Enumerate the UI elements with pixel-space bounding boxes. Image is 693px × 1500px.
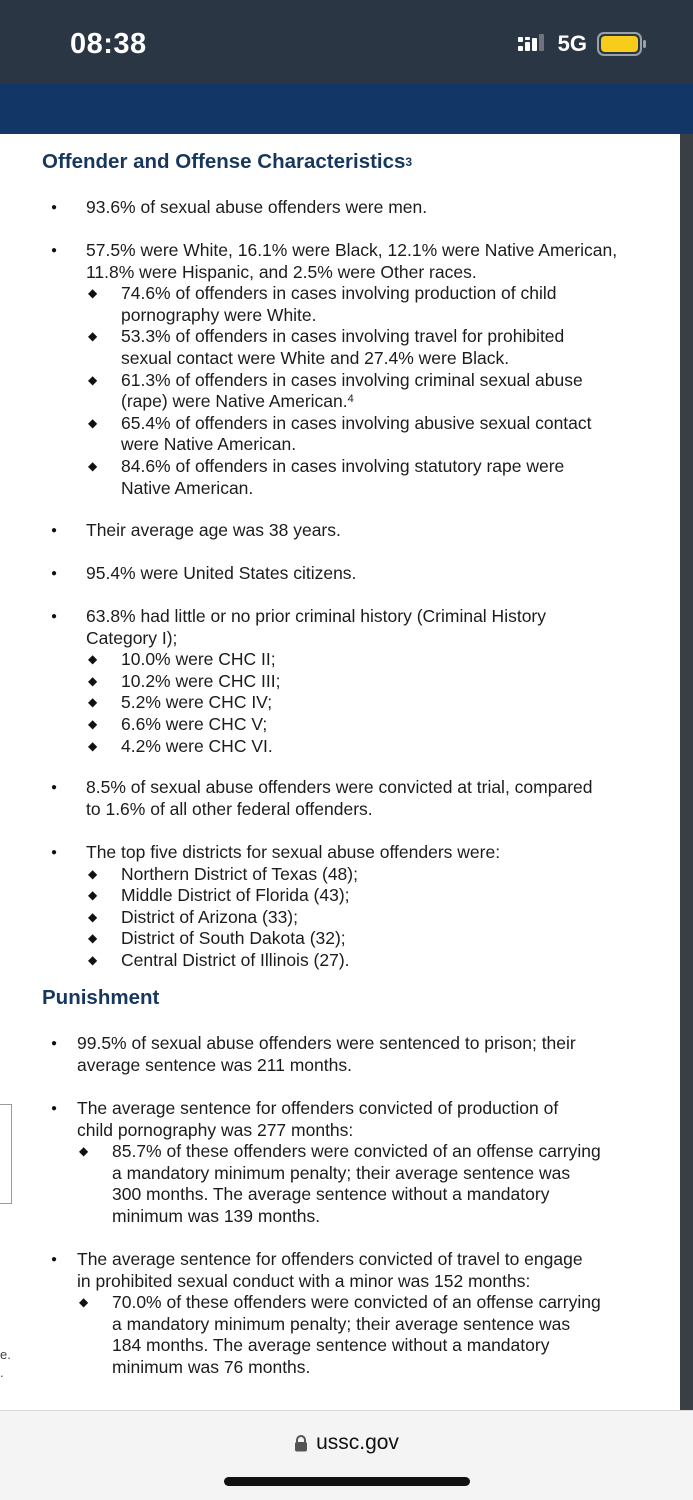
- sub-list-item: ◆ 65.4% of offenders in cases involving abusive sexual contact were Native American.: [86, 413, 666, 456]
- sub-list-item: ◆ 61.3% of offenders in cases involving criminal sexual abuse (rape) were Native American.$^4$: [86, 370, 666, 413]
- sub-list: [77, 1141, 662, 1227]
- list-item: ● 95.4% were United States citizens.: [86, 563, 666, 585]
- browser-bottom-bar: [0, 1410, 693, 1500]
- list-item: ● The average sentence for offenders convicted of production of child pornography was 277 months: ◆ 85.7% of these offenders were convicted of an offense carrying a mandatory minimum penalty; their average sentence was 300 months. The average sentence without a mandatory minimum was 139 months.: [77, 1098, 662, 1228]
- list-item: ● 8.5% of sexual abuse offenders were convicted at trial, compared to 1.6% of all other federal offenders.: [86, 777, 666, 820]
- list-item: ● The top five districts for sexual abuse offenders were: ◆ Northern District of Texas (48); ◆ Middle District of Florida (43); ◆ District of Arizona (33); ◆ District of South Dakota (32); ◆ Central District of Illinois (27).: [86, 842, 666, 972]
- status-bar: [0, 0, 693, 84]
- battery-icon: [597, 32, 647, 56]
- sub-list-item: ◆ 70.0% of these offenders were convicted of an offense carrying a mandatory minimum penalty; their average sentence was 184 months. The average sentence without a mandatory minimum was 76 months.: [77, 1292, 662, 1378]
- lock-icon: [294, 1435, 308, 1452]
- document-header-banner: [0, 84, 693, 134]
- browser-page-viewport[interactable]: [0, 84, 693, 1410]
- sub-list-item: ◆ 53.3% of offenders in cases involving travel for prohibited sexual contact were White and 27.4% were Black.: [86, 326, 666, 369]
- sub-list-item: ◆ District of South Dakota (32);: [86, 928, 666, 950]
- status-indicators: [518, 31, 647, 57]
- url-text[interactable]: ussc.gov: [316, 1431, 399, 1454]
- sub-list-item: ◆ Central District of Illinois (27).: [86, 950, 666, 972]
- sub-list-item: ◆ 85.7% of these offenders were convicted of an offense carrying a mandatory minimum penalty; their average sentence was 300 months. The average sentence without a mandatory minimum was 139 months.: [77, 1141, 662, 1227]
- sub-list-item: ◆ 84.6% of offenders in cases involving statutory rape were Native American.: [86, 456, 666, 499]
- sub-list-item: ◆ 5.2% were CHC IV;: [86, 692, 666, 714]
- sub-list-item: ◆ Northern District of Texas (48);: [86, 864, 666, 886]
- list-item: ● 63.8% had little or no prior criminal history (Criminal History Category I); ◆ 10.0% were CHC II; ◆ 10.2% were CHC III; ◆ 5.2% were CHC IV; ◆ 6.6% were CHC V; ◆ 4.2% were CHC VI.: [86, 606, 666, 757]
- document-content: [0, 134, 680, 1410]
- sub-list: [86, 864, 666, 972]
- list-item: ● 99.5% of sexual abuse offenders were sentenced to prison; their average sentence was 211 months.: [77, 1033, 662, 1076]
- sub-list-item: ◆ 4.2% were CHC VI.: [86, 736, 666, 758]
- page-gutter: [680, 134, 693, 1410]
- section-heading-punishment: Punishment: [42, 986, 160, 1009]
- list-item: ● 93.6% of sexual abuse offenders were men.: [86, 197, 666, 219]
- sub-list-item: ◆ District of Arizona (33);: [86, 907, 666, 929]
- sub-list-item: ◆ Middle District of Florida (43);: [86, 885, 666, 907]
- sub-list: [86, 649, 666, 757]
- url-field[interactable]: [0, 1431, 693, 1455]
- section-heading-offender: Offender and Offense Characteristics$^3$: [42, 150, 413, 173]
- sub-list-item: ◆ 10.2% were CHC III;: [86, 671, 666, 693]
- sub-list: [77, 1292, 662, 1378]
- sub-list-item: ◆ 74.6% of offenders in cases involving production of child pornography were White.: [86, 283, 666, 326]
- list-item: ● Their average age was 38 years.: [86, 520, 666, 542]
- status-time: 08:38: [70, 28, 147, 60]
- cellular-signal-icon: [518, 33, 550, 55]
- previous-page-text: e. .: [0, 1347, 11, 1380]
- network-type: 5G: [557, 31, 587, 56]
- footnote-marker[interactable]: 4: [347, 393, 354, 406]
- sub-list: [86, 283, 666, 499]
- list-item: ● The average sentence for offenders convicted of travel to engage in prohibited sexual conduct with a minor was 152 months: ◆ 70.0% of these offenders were convicted of an offense carrying a mandatory minimum penalty; their average sentence was 184 months. The average sentence without a mandatory minimum was 76 months.: [77, 1249, 662, 1379]
- home-indicator[interactable]: [224, 1477, 470, 1486]
- sub-list-item: ◆ 10.0% were CHC II;: [86, 649, 666, 671]
- list-item: ● 57.5% were White, 16.1% were Black, 12.1% were Native American, 11.8% were Hispanic, and 2.5% were Other races. ◆ 74.6% of offenders in cases involving production of child pornography were White. ◆ 53.3% of offenders in cases involving travel for prohibited sexual contact were White and 27.4% were Black. ◆ 61.3% of offenders in cases involving criminal sexual abuse (rape) were Native American.$^4$ ◆ 65.4% of offenders in cases involving abusive sexual contact were Native American. ◆ 84.6% of offenders in cases involving statutory rape were Native American.: [86, 240, 666, 499]
- sub-list-item: ◆ 6.6% were CHC V;: [86, 714, 666, 736]
